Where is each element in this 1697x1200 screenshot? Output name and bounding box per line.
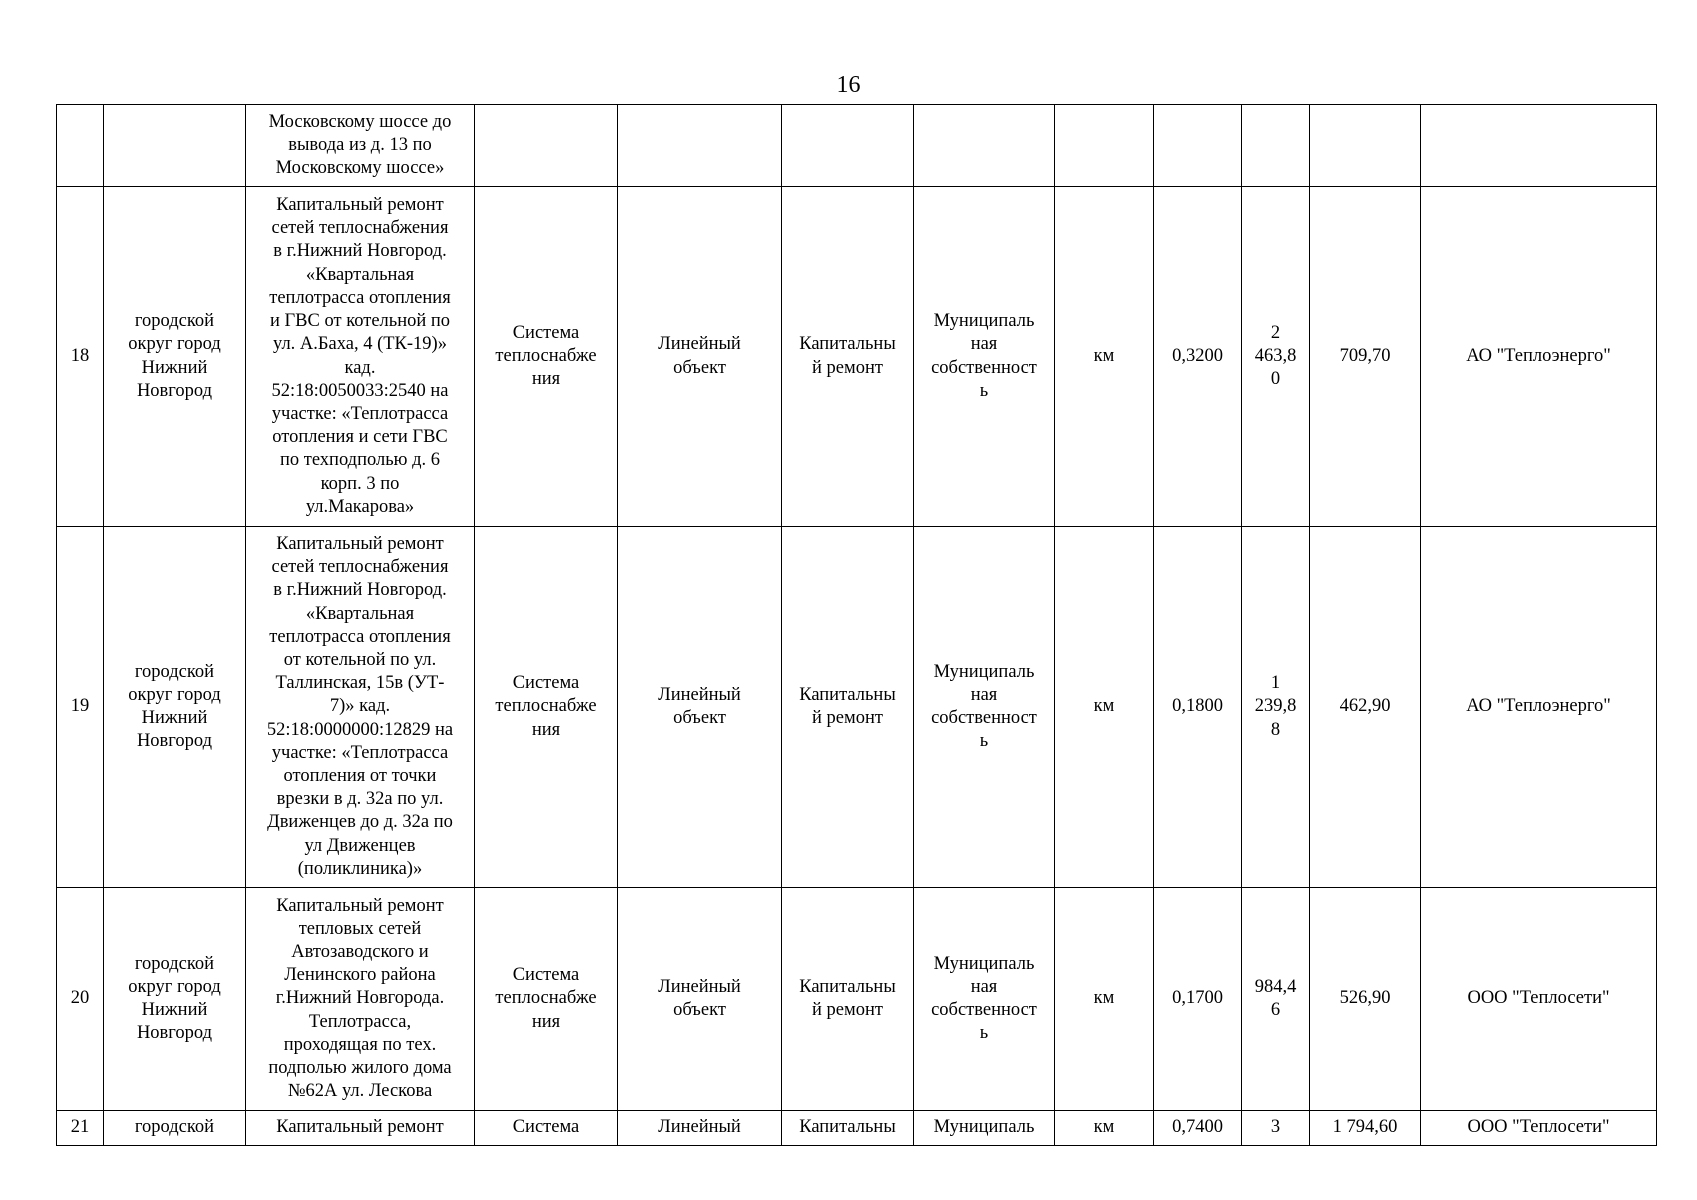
system-cell: Система теплоснабже ния xyxy=(475,187,618,527)
locality-cell: городской округ город Нижний Новгород xyxy=(104,187,246,527)
object-type-cell: Линейный xyxy=(618,1111,782,1146)
unit-cell: км xyxy=(1055,187,1154,527)
unit-cell xyxy=(1055,105,1154,187)
table-row xyxy=(57,1111,1657,1146)
row-number: 19 xyxy=(57,527,104,888)
ownership-cell xyxy=(914,105,1055,187)
row-number: 21 xyxy=(57,1111,104,1146)
length-cell: 0,3200 xyxy=(1154,187,1242,527)
cost-cell: 984,4 6 xyxy=(1242,888,1310,1111)
length-cell xyxy=(1154,105,1242,187)
cost-cell: 2 463,8 0 xyxy=(1242,187,1310,527)
table-row xyxy=(57,527,1657,888)
cost-cell: 709,70 xyxy=(1310,187,1421,527)
unit-cell: км xyxy=(1055,1111,1154,1146)
locality-cell: городской округ город Нижний Новгород xyxy=(104,888,246,1111)
table-row xyxy=(57,105,1657,187)
system-cell: Система xyxy=(475,1111,618,1146)
work-type-cell xyxy=(782,105,914,187)
cost-cell: 3 xyxy=(1242,1111,1310,1146)
description-cell: Капитальный ремонт сетей теплоснабжения в г.Нижний Новгород. «Квартальная теплотрасса отопления и ГВС от котельной по ул. А.Баха, 4 (ТК-19)» кад. 52:18:0050033:2540 на участке: «Теплотрасса отопления и сети ГВС по техподполью д. 6 корп. 3 по ул.Макарова» xyxy=(246,187,475,527)
ownership-cell: Муниципаль ная собственност ь xyxy=(914,187,1055,527)
description-cell: Капитальный ремонт xyxy=(246,1111,475,1146)
object-type-cell xyxy=(618,105,782,187)
description-cell: Капитальный ремонт сетей теплоснабжения в г.Нижний Новгород. «Квартальная теплотрасса отопления от котельной по ул. Таллинская, 15в (УТ- 7)» кад. 52:18:0000000:12829 на участке: «Теплотрасса отопления от точки врезки в д. 32а по ул. Движенцев до д. 32а по ул Движенцев (поликлиника)» xyxy=(246,527,475,888)
system-cell: Система теплоснабже ния xyxy=(475,888,618,1111)
object-type-cell: Линейный объект xyxy=(618,888,782,1111)
operator-cell: АО "Теплоэнерго" xyxy=(1421,187,1657,527)
table-row xyxy=(57,888,1657,1111)
description-cell: Капитальный ремонт тепловых сетей Автозаводского и Ленинского района г.Нижний Новгорода. Теплотрасса, проходящая по тех. подполью жилого дома №62А ул. Лескова xyxy=(246,888,475,1111)
row-number: 18 xyxy=(57,187,104,527)
row-number: 20 xyxy=(57,888,104,1111)
row-number xyxy=(57,105,104,187)
work-type-cell: Капитальны й ремонт xyxy=(782,888,914,1111)
locality-cell: городской xyxy=(104,1111,246,1146)
table-row xyxy=(57,187,1657,527)
cost-cell: 462,90 xyxy=(1310,527,1421,888)
object-type-cell: Линейный объект xyxy=(618,527,782,888)
work-type-cell: Капитальны xyxy=(782,1111,914,1146)
works-table xyxy=(56,104,1657,1146)
length-cell: 0,1700 xyxy=(1154,888,1242,1111)
work-type-cell: Капитальны й ремонт xyxy=(782,527,914,888)
work-type-cell: Капитальны й ремонт xyxy=(782,187,914,527)
cost-cell: 1 794,60 xyxy=(1310,1111,1421,1146)
ownership-cell: Муниципаль xyxy=(914,1111,1055,1146)
operator-cell: АО "Теплоэнерго" xyxy=(1421,527,1657,888)
cost-cell xyxy=(1242,105,1310,187)
operator-cell: ООО "Теплосети" xyxy=(1421,888,1657,1111)
cost-cell: 526,90 xyxy=(1310,888,1421,1111)
object-type-cell: Линейный объект xyxy=(618,187,782,527)
locality-cell xyxy=(104,105,246,187)
cost-cell: 1 239,8 8 xyxy=(1242,527,1310,888)
cost-cell xyxy=(1310,105,1421,187)
unit-cell: км xyxy=(1055,527,1154,888)
unit-cell: км xyxy=(1055,888,1154,1111)
locality-cell: городской округ город Нижний Новгород xyxy=(104,527,246,888)
system-cell xyxy=(475,105,618,187)
operator-cell xyxy=(1421,105,1657,187)
operator-cell: ООО "Теплосети" xyxy=(1421,1111,1657,1146)
description-cell: Московскому шоссе до вывода из д. 13 по Московскому шоссе» xyxy=(246,105,475,187)
system-cell: Система теплоснабже ния xyxy=(475,527,618,888)
page-number: 16 xyxy=(836,72,861,98)
length-cell: 0,7400 xyxy=(1154,1111,1242,1146)
ownership-cell: Муниципаль ная собственност ь xyxy=(914,888,1055,1111)
length-cell: 0,1800 xyxy=(1154,527,1242,888)
ownership-cell: Муниципаль ная собственност ь xyxy=(914,527,1055,888)
